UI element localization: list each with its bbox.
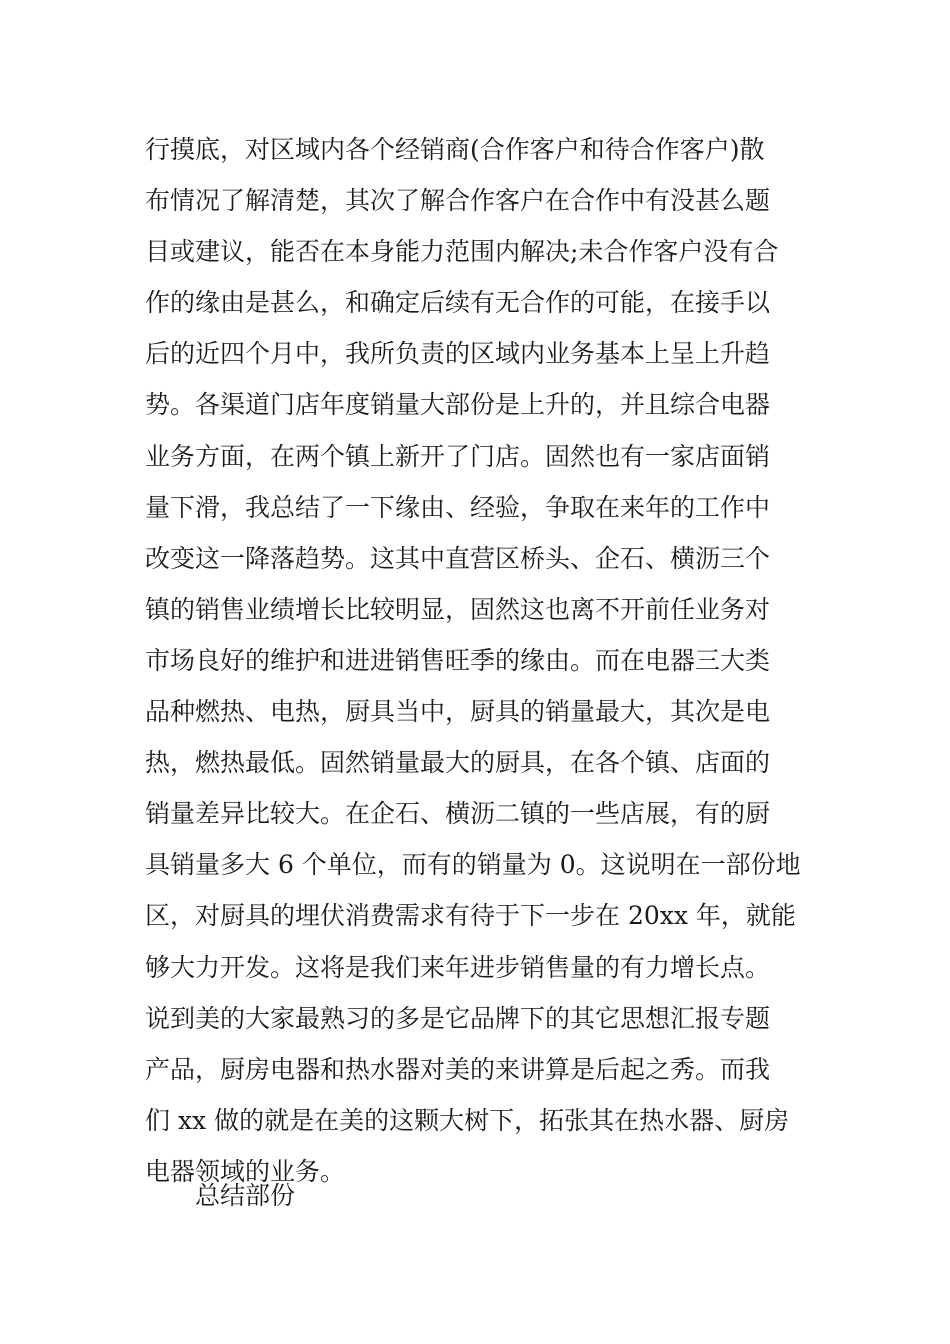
paragraph-line: 市场良好的维护和进进销售旺季的缘由。而在电器三大类 [145,645,771,675]
paragraph-line: 目或建议，能否在本身能力范围内解决;未合作客户没有合 [145,237,779,267]
paragraph-line: 电器领域的业务。 [145,1156,346,1186]
paragraph-line: 品种燃热、电热，厨具当中，厨具的销量最大，其次是电 [145,697,771,727]
paragraph-line: 热，燃热最低。固然销量最大的厨具，在各个镇、店面的 [145,748,771,778]
paragraph-line: 行摸底，对区域内各个经销商(合作客户和待合作客户)散 [145,135,765,164]
paragraph-line: 量下滑，我总结了一下缘由、经验，争取在来年的工作中 [145,492,771,522]
paragraph-line: 改变这一降落趋势。这其中直营区桥头、企石、横沥三个 [145,543,771,573]
section-heading: 总结部份 [195,1181,296,1210]
paragraph-line: 镇的销售业绩增长比较明显，固然这也离不开前任业务对 [145,594,771,624]
paragraph-line: 势。各渠道门店年度销量大部份是上升的，并且综合电器 [145,390,771,420]
paragraph-line: 产品，厨房电器和热水器对美的来讲算是后起之秀。而我 [145,1054,771,1084]
paragraph-line: 业务方面，在两个镇上新开了门店。固然也有一家店面销 [145,441,771,471]
paragraph-line: 们 xx 做的就是在美的这颗大树下，拓张其在热水器、厨房 [145,1105,790,1135]
paragraph-line: 区，对厨具的埋伏消费需求有待于下一步在 20xx 年，就能 [145,901,796,931]
paragraph-line: 销量差异比较大。在企石、横沥二镇的一些店展，有的厨 [145,799,771,829]
paragraph-line: 说到美的大家最熟习的多是它品牌下的其它思想汇报专题 [145,1003,771,1033]
paragraph-line: 具销量多大 6 个单位，而有的销量为 0。这说明在一部份地 [145,850,801,880]
paragraph-line: 布情况了解清楚，其次了解合作客户在合作中有没甚么题 [145,186,771,216]
paragraph-line: 够大力开发。这将是我们来年进步销售量的有力增长点。 [145,952,771,982]
paragraph-line: 后的近四个月中，我所负责的区域内业务基本上呈上升趋 [145,339,771,369]
body-paragraph [145,124,825,1197]
paragraph-line: 作的缘由是甚么，和确定后续有无合作的可能，在接手以 [145,288,771,318]
